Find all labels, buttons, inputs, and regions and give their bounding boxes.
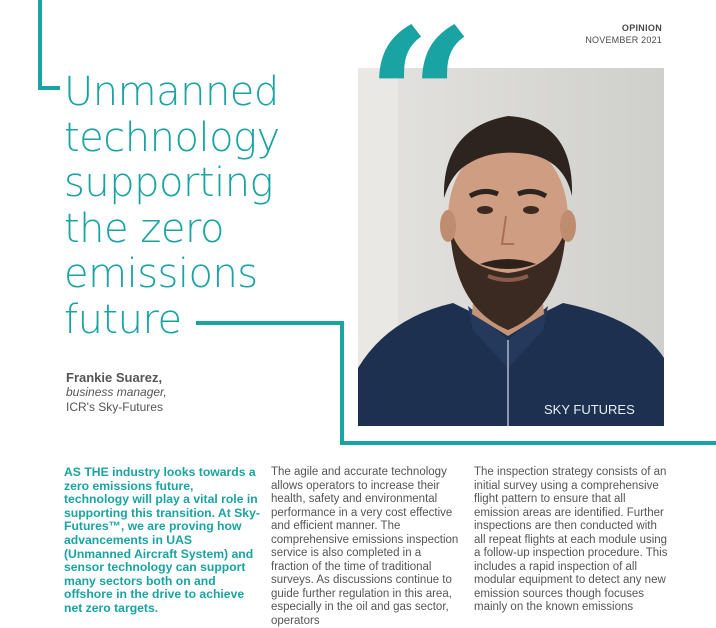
section-name: OPINION (621, 23, 662, 33)
author-organization: ICR's Sky-Futures (66, 400, 163, 414)
accent-rule-left-horizontal (38, 86, 60, 90)
author-role: business manager, (66, 385, 167, 399)
section-label (585, 22, 662, 46)
body-column-3: The inspection strategy consists of an initial survey using a comprehensive flight pattern to ensure that all emission areas are identified. Further inspections are then conducted with all repeat flights at each module using a follow-up inspection procedure. This includes a rapid inspection of all modular equipment to detect any new emission sources though focuses mainly on the known emissions (474, 466, 668, 613)
headline-line: the zero (64, 205, 225, 252)
accent-rule-lower-horizontal (340, 441, 716, 445)
headline-line: future (64, 296, 182, 343)
author-byline (66, 370, 167, 415)
headline-line: Unmanned (64, 69, 279, 115)
headline-line: emissions (64, 251, 258, 297)
issue-date: NOVEMBER 2021 (585, 35, 662, 45)
headline-line: supporting (64, 160, 274, 206)
headline-line: technology (64, 114, 280, 161)
quote-mark-icon: “ (366, 0, 458, 210)
accent-rule-left-vertical (38, 0, 42, 90)
jacket-logo-text: SKY FUTURES (544, 402, 635, 417)
intro-paragraph: AS THE industry looks towards a zero emissions future, technology will play a vital role in supporting this transition. At Sky-Futures™, we are proving how advancements in UAS (Unmanned Aircraft System) and sensor technology can support many sectors both on and offshore in the drive to achieve net zero targets. (64, 465, 260, 615)
body-column-2: The agile and accurate technology allows operators to increase their health, safety and environmental performance in a very cost effective and efficient manner. The comprehensive emissions inspection service is also completed in a fraction of the time of traditional surveys. As discussions continue to guide further regulation in this area, especially in the oil and gas sector, operators (271, 466, 459, 627)
article-headline (64, 70, 364, 343)
author-name: Frankie Suarez, (66, 370, 163, 385)
